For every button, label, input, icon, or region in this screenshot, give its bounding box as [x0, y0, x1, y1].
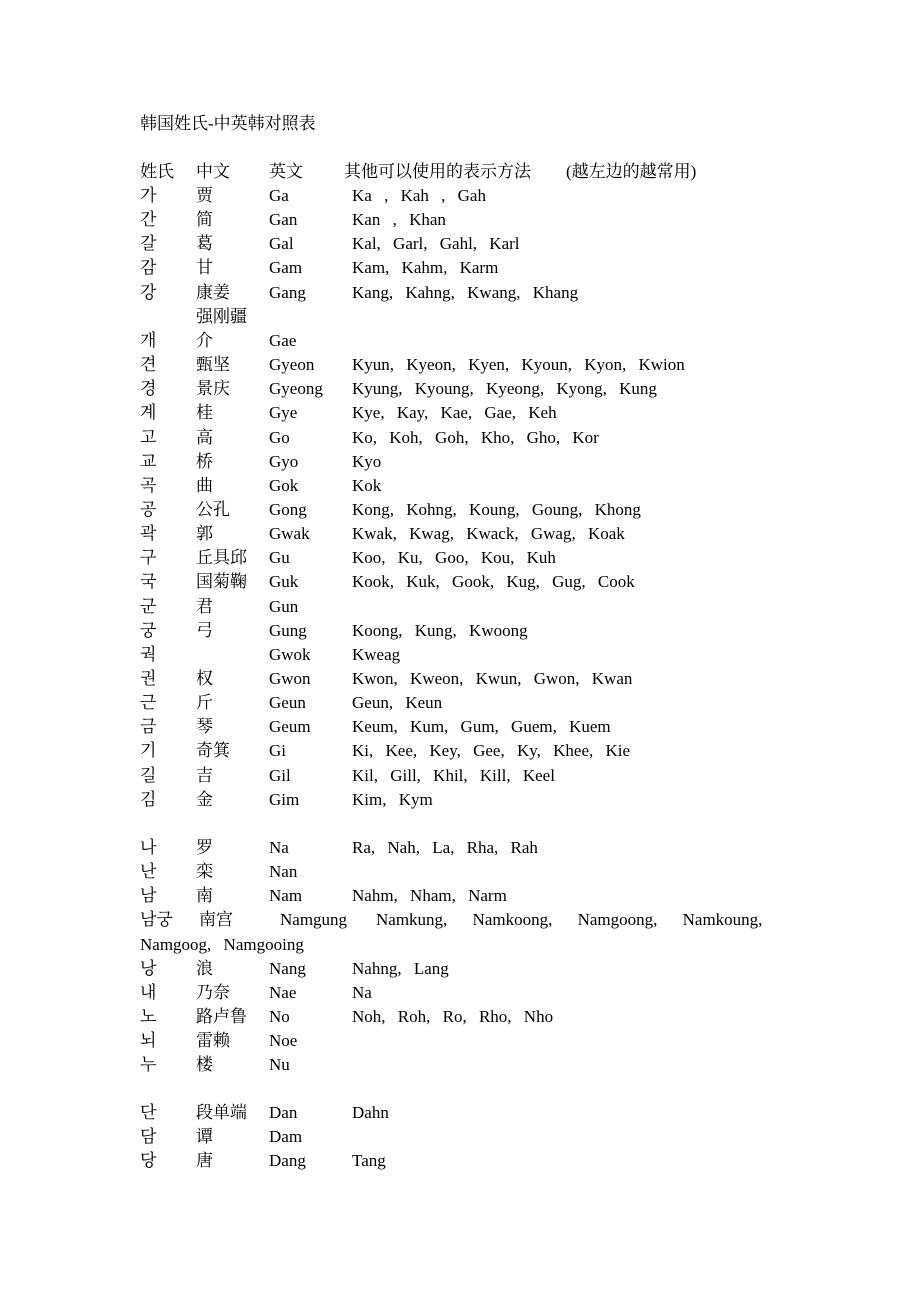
surname-hangul: 간 — [140, 210, 157, 230]
surname-alternatives: Tang — [352, 1151, 386, 1171]
surname-alternatives: Kweag — [352, 644, 401, 664]
surname-chinese: 楼 — [196, 1055, 213, 1075]
surname-english: Guk — [269, 572, 299, 592]
surname-alternatives: Ra, Nah, La, Rha, Rah — [352, 838, 538, 857]
surname-chinese: 强刚疆 — [196, 306, 247, 326]
surname-hangul: 감 — [140, 258, 157, 278]
surname-chinese: 君 — [196, 596, 213, 616]
surname-alternatives: Kwon, Kweon, Kwun, Gwon, Kwan — [352, 669, 633, 688]
surname-alternatives: Kyo — [352, 451, 382, 471]
surname-alternatives: Ka , Kah , Gah — [352, 186, 486, 205]
table-row — [0, 667, 920, 691]
table-row — [0, 377, 920, 401]
surname-hangul: 군 — [140, 596, 157, 616]
table-row — [0, 546, 920, 570]
surname-chinese: 介 — [196, 330, 213, 350]
surname-hangul: 공 — [140, 499, 157, 519]
surname-hangul: 누 — [140, 1055, 157, 1075]
table-row — [0, 184, 920, 208]
table-row — [0, 570, 920, 594]
surname-hangul: 김 — [140, 789, 157, 809]
surname-english: Nam — [269, 886, 303, 906]
surname-english: Go — [269, 427, 290, 447]
table-row — [0, 933, 920, 957]
table-row — [0, 305, 920, 329]
surname-english: No — [269, 1007, 290, 1027]
surname-chinese: 奇箕 — [196, 741, 230, 761]
table-row — [0, 1005, 920, 1029]
header-english: 英文 — [269, 162, 303, 181]
surname-hangul: 노 — [140, 1007, 157, 1027]
surname-alternatives: Noh, Roh, Ro, Rho, Nho — [352, 1007, 554, 1027]
surname-chinese: 丘具邱 — [196, 548, 247, 568]
table-row — [0, 981, 920, 1005]
surname-alternatives: Na — [352, 982, 372, 1002]
header-note: (越左边的越常用) — [566, 162, 697, 181]
surname-english: Dan — [269, 1103, 298, 1122]
surname-english: Dang — [269, 1151, 306, 1171]
table-row — [0, 836, 920, 860]
surname-chinese: 金 — [196, 789, 213, 809]
surname-english: Gae — [269, 330, 297, 350]
surname-alternatives: Kam, Kahm, Karm — [352, 258, 499, 278]
surname-english: Gyo — [269, 451, 299, 471]
surname-chinese: 甄坚 — [196, 355, 230, 375]
table-row — [0, 401, 920, 425]
surname-alternatives: Keum, Kum, Gum, Guem, Kuem — [352, 717, 611, 737]
table-header — [0, 160, 920, 184]
surname-hangul: 기 — [140, 741, 157, 761]
surname-alternatives: Kal, Garl, Gahl, Karl — [352, 234, 520, 254]
table-row — [0, 232, 920, 256]
surname-english: Ga — [269, 186, 289, 205]
surname-hangul: 나 — [140, 838, 157, 857]
surname-english: Nu — [269, 1055, 290, 1075]
table-row — [0, 691, 920, 715]
table-row — [0, 908, 920, 932]
surname-hangul: 금 — [140, 717, 157, 737]
surname-alternatives: Koo, Ku, Goo, Kou, Kuh — [352, 548, 556, 568]
table-row — [0, 739, 920, 763]
table-row — [0, 474, 920, 498]
table-row — [0, 353, 920, 377]
surname-alternatives: Kwak, Kwag, Kwack, Gwag, Koak — [352, 524, 625, 544]
surname-english: Gyeon — [269, 355, 315, 375]
table-row — [0, 860, 920, 884]
document-title: 韩国姓氏-中英韩对照表 — [140, 114, 316, 133]
surname-chinese: 谭 — [196, 1127, 213, 1147]
surname-english: Gwon — [269, 669, 311, 688]
surname-chinese: 浪 — [196, 958, 213, 978]
surname-english: Gye — [269, 403, 298, 423]
surname-chinese: 斤 — [196, 693, 213, 713]
surname-chinese: 国菊鞠 — [196, 572, 247, 592]
table-row — [0, 1029, 920, 1053]
surname-english: Geun — [269, 693, 306, 713]
table-row — [0, 715, 920, 739]
surname-hangul: 개 — [140, 330, 157, 350]
table-row — [0, 281, 920, 305]
surname-alternatives: Kil, Gill, Khil, Kill, Keel — [352, 765, 555, 785]
surname-chinese: 桥 — [196, 451, 213, 471]
header-surname: 姓氏 — [140, 162, 174, 181]
surname-alternatives: Nahm, Nham, Narm — [352, 886, 507, 906]
table-row — [0, 957, 920, 981]
surname-chinese: 高 — [196, 427, 213, 447]
surname-alternatives: Kok — [352, 475, 382, 495]
surname-english: Namgung — [280, 910, 348, 930]
surname-chinese: 琴 — [196, 717, 213, 737]
table-row — [0, 788, 920, 812]
surname-english: Gu — [269, 548, 290, 568]
surname-hangul: 남궁 — [140, 910, 173, 930]
surname-chinese: 吉 — [196, 765, 213, 785]
surname-chinese: 唐 — [196, 1151, 213, 1171]
surname-hangul: 곡 — [140, 475, 157, 495]
surname-alternatives: Dahn — [352, 1103, 389, 1122]
surname-hangul: 궉 — [140, 644, 157, 664]
table-row — [0, 522, 920, 546]
surname-english: Gun — [269, 596, 299, 616]
surname-hangul: 근 — [140, 693, 157, 713]
surname-chinese: 权 — [196, 669, 213, 688]
surname-alternatives: Ki, Kee, Key, Gee, Ky, Khee, Kie — [352, 741, 631, 761]
surname-chinese: 甘 — [196, 258, 213, 278]
surname-english: Gil — [269, 765, 291, 785]
surname-chinese: 葛 — [196, 234, 213, 254]
table-row — [0, 1101, 920, 1125]
surname-english: Nan — [269, 862, 298, 882]
surname-english: Geum — [269, 717, 311, 737]
table-row — [0, 498, 920, 522]
surname-english: Gi — [269, 741, 286, 761]
table-row — [0, 450, 920, 474]
surname-hangul: 단 — [140, 1103, 157, 1122]
surname-chinese: 郭 — [196, 524, 213, 544]
surname-alternatives: Kye, Kay, Kae, Gae, Keh — [352, 403, 557, 423]
surname-hangul: 경 — [140, 379, 157, 399]
surname-hangul: 길 — [140, 765, 157, 785]
table-row — [0, 256, 920, 280]
surname-hangul: 구 — [140, 548, 157, 568]
surname-chinese: 曲 — [196, 475, 213, 495]
surname-hangul: 궁 — [140, 620, 157, 640]
surname-english: Nae — [269, 982, 297, 1002]
surname-english: Nang — [269, 958, 306, 978]
surname-alternatives: Geun, Keun — [352, 693, 443, 713]
surname-chinese: 景庆 — [196, 379, 230, 399]
surname-chinese: 弓 — [196, 620, 213, 640]
surname-english: Gim — [269, 789, 300, 809]
surname-hangul: 고 — [140, 427, 157, 447]
surname-hangul: 견 — [140, 355, 157, 375]
surname-chinese: 乃奈 — [196, 982, 230, 1002]
surname-chinese: 罗 — [196, 838, 213, 857]
surname-hangul: 권 — [140, 669, 157, 688]
table-row — [0, 619, 920, 643]
table-row — [0, 764, 920, 788]
surname-alternatives: Koong, Kung, Kwoong — [352, 620, 528, 640]
surname-hangul: 남 — [140, 886, 157, 906]
surname-hangul: 가 — [140, 186, 157, 205]
surname-hangul: 계 — [140, 403, 157, 423]
surname-chinese: 桂 — [196, 403, 213, 423]
surname-chinese: 段单端 — [196, 1103, 247, 1122]
table-row — [0, 884, 920, 908]
table-row — [0, 595, 920, 619]
surname-alternatives: Ko, Koh, Goh, Kho, Gho, Kor — [352, 427, 599, 447]
header-alternatives: 其他可以使用的表示方法 — [344, 162, 531, 181]
surname-hangul: 난 — [140, 862, 157, 882]
surname-english: Na — [269, 838, 289, 857]
surname-chinese: 公孔 — [196, 499, 230, 519]
surname-hangul: 교 — [140, 451, 157, 471]
table-row — [0, 643, 920, 667]
surname-alternatives: Kong, Kohng, Koung, Goung, Khong — [352, 499, 641, 519]
surname-hangul: 뇌 — [140, 1031, 157, 1051]
surname-hangul: 강 — [140, 282, 157, 302]
surname-hangul: 갈 — [140, 234, 157, 254]
table-row — [0, 1053, 920, 1077]
surname-english: Gong — [269, 499, 307, 519]
surname-english: Gyeong — [269, 379, 323, 399]
surname-english: Gang — [269, 282, 306, 302]
surname-chinese: 南 — [196, 886, 213, 906]
surname-chinese: 雷赖 — [196, 1031, 230, 1051]
table-row — [0, 1125, 920, 1149]
surname-chinese: 康姜 — [196, 282, 230, 302]
surname-hangul: 내 — [140, 982, 157, 1002]
surname-alternatives: Kook, Kuk, Gook, Kug, Gug, Cook — [352, 572, 635, 592]
table-row — [0, 329, 920, 353]
surname-alternatives: Namkung, Namkoong, Namgoong, Namkoung, — [376, 910, 763, 930]
surname-alternatives: Kan , Khan — [352, 210, 446, 230]
surname-alternatives: Kang, Kahng, Kwang, Khang — [352, 282, 579, 302]
surname-hangul: 당 — [140, 1151, 157, 1171]
table-row — [0, 1149, 920, 1173]
table-row — [0, 426, 920, 450]
surname-hangul: 국 — [140, 572, 157, 592]
header-chinese: 中文 — [196, 162, 230, 181]
surname-hangul: Namgoog, Namgooing — [140, 934, 304, 954]
surname-alternatives: Kyun, Kyeon, Kyen, Kyoun, Kyon, Kwion — [352, 355, 685, 375]
surname-alternatives: Kim, Kym — [352, 789, 433, 809]
surname-english: Gwak — [269, 524, 310, 544]
surname-chinese: 栾 — [196, 862, 213, 882]
surname-english: Gok — [269, 475, 299, 495]
surname-english: Noe — [269, 1031, 298, 1051]
surname-chinese: 简 — [196, 210, 213, 230]
surname-alternatives: Nahng, Lang — [352, 958, 449, 978]
surname-english: Gam — [269, 258, 303, 278]
surname-english: Gan — [269, 210, 298, 230]
surname-english: Gal — [269, 234, 294, 254]
surname-chinese: 路卢鲁 — [196, 1007, 247, 1027]
surname-hangul: 낭 — [140, 958, 157, 978]
surname-english: Gwok — [269, 644, 311, 664]
surname-chinese: 南宫 — [199, 910, 233, 930]
surname-hangul: 담 — [140, 1127, 157, 1147]
surname-english: Gung — [269, 620, 307, 640]
surname-hangul: 곽 — [140, 524, 157, 544]
surname-alternatives: Kyung, Kyoung, Kyeong, Kyong, Kung — [352, 379, 657, 399]
surname-chinese: 贾 — [196, 186, 213, 205]
surname-english: Dam — [269, 1127, 303, 1147]
table-row — [0, 208, 920, 232]
